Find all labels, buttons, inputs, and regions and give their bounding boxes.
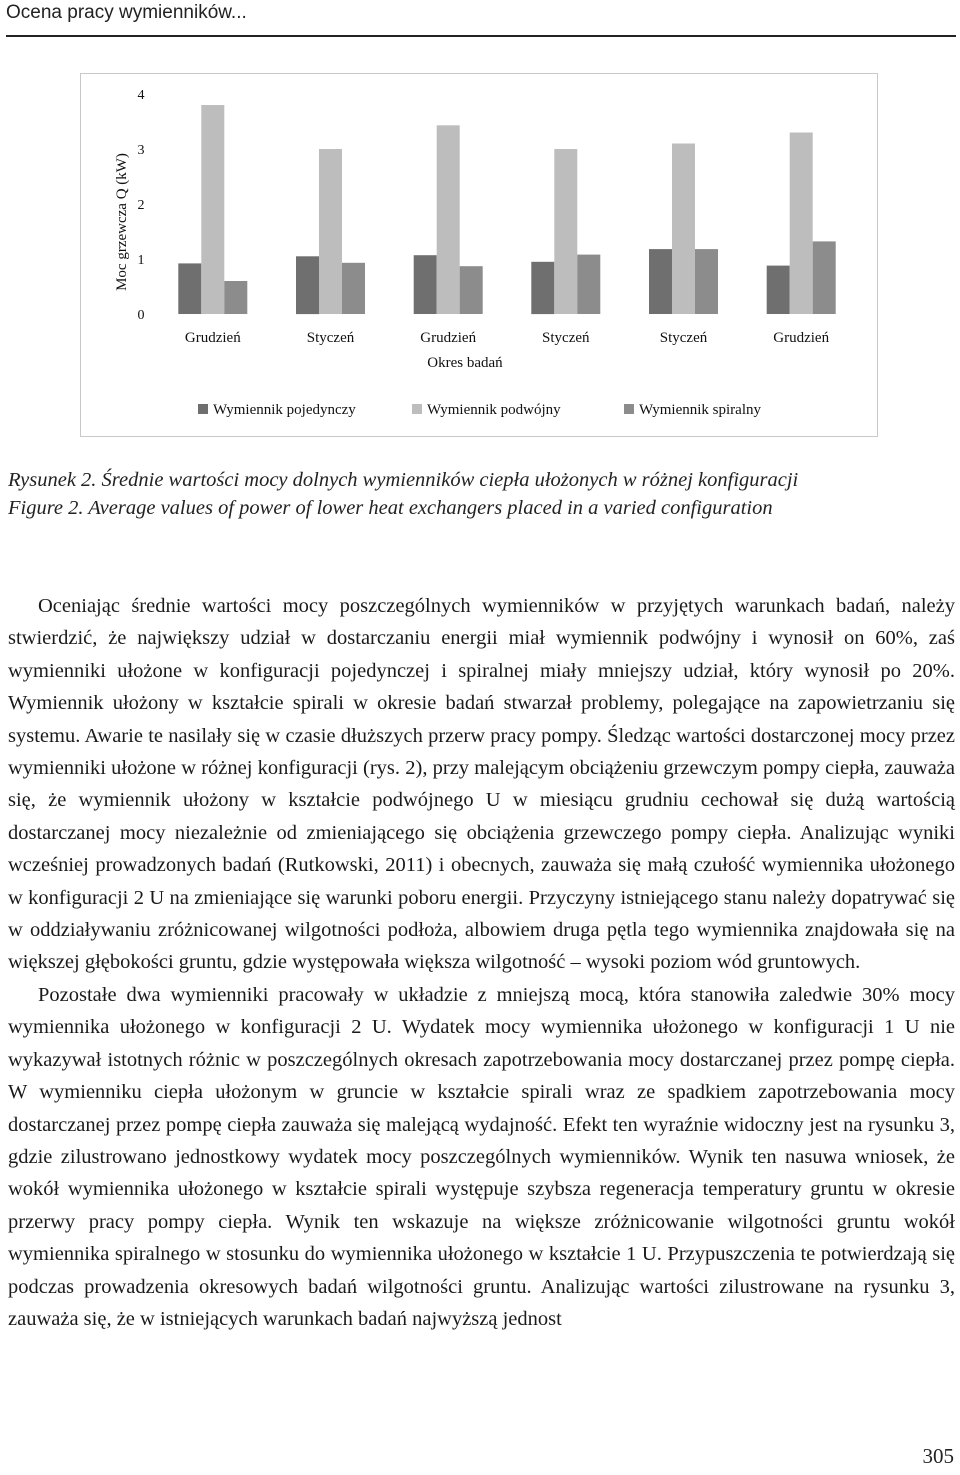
- paragraph: Pozostałe dwa wymienniki pracowały w układzie z mniejszą mocą, która stanowiła zaledwie 30% mocy wymiennika ułożonego w konfiguracji 2 U. Wydatek mocy wymiennika ułożonego w konfiguracji 1 U nie wykazywał istotnych różnic w poszczególnych okresach zapotrzebowania mocy dostarczanej przez pompę ciepła. W wymienniku ciepła ułożonym w gruncie w kształcie spirali wraz ze spadkiem zapotrzebowania mocy dostarczanej przez pompę ciepła zauważa się malejącą wydajność. Efekt ten wyraźnie widoczny jest na rysunku 3, gdzie zilustrowano jednostkowy wydatek mocy poszczególnych wymienników. Wynik ten nasuwa wniosek, że wokół wymiennika ułożonego w kształcie spirali występuje szybsza regeneracja temperatury gruntu w okresie przerwy pracy pompy ciepła. Wynik ten wskazuje na większe zróżnicowanie wilgotności gruntu wokół wymiennika spiralnego w stosunku do wymiennika ułożonego w kształcie 1 U. Przypuszczenia te potwierdzają się podczas prowadzenia okresowych badań wilgotności gruntu. Analizując wartości zilustrowane na rysunku 3, zauważa się, że w istniejących warunkach badań najwyższą jednost: [8, 983, 955, 1330]
- x-tick-label: Grudzień: [420, 330, 477, 346]
- running-header: Ocena pracy wymienników...: [6, 2, 247, 23]
- y-tick-label: 3: [137, 143, 145, 158]
- y-tick-label: 2: [137, 198, 145, 213]
- bar: [319, 149, 342, 314]
- figure-chart: [80, 73, 878, 437]
- legend-label: Wymiennik spiralny: [639, 402, 761, 418]
- bar: [342, 263, 365, 314]
- bar: [813, 241, 836, 314]
- bar: [649, 249, 672, 314]
- y-tick-label: 1: [137, 253, 145, 268]
- bar: [554, 149, 577, 314]
- bar: [695, 249, 718, 314]
- legend-swatch: [412, 404, 422, 414]
- body-text: [8, 590, 955, 1335]
- legend-swatch: [198, 404, 208, 414]
- x-tick-label: Grudzień: [773, 330, 830, 346]
- x-axis-label: Okres badań: [427, 355, 503, 371]
- bar: [672, 144, 695, 315]
- figure-caption: [8, 466, 954, 522]
- legend-swatch: [624, 404, 634, 414]
- caption-english: Figure 2. Average values of power of lower heat exchangers placed in a varied configuration: [8, 497, 773, 519]
- bar: [437, 125, 460, 314]
- y-tick-label: 0: [137, 308, 145, 323]
- bar: [414, 255, 437, 314]
- caption-polish: Rysunek 2. Średnie wartości mocy dolnych wymienników ciepła ułożonych w różnej konfiguracji: [8, 469, 799, 491]
- header-rule: [6, 35, 956, 37]
- bar-chart: [81, 74, 877, 436]
- bar: [531, 262, 554, 314]
- legend-label: Wymiennik podwójny: [427, 402, 561, 418]
- y-axis-label: Moc grzewcza Q (kW): [114, 153, 130, 291]
- bar: [178, 263, 201, 314]
- bar: [296, 256, 319, 314]
- x-tick-label: Styczeń: [306, 330, 355, 346]
- legend-label: Wymiennik pojedynczy: [213, 402, 356, 418]
- bar: [790, 133, 813, 315]
- x-tick-label: Styczeń: [542, 330, 590, 346]
- x-tick-label: Grudzień: [184, 330, 241, 346]
- bar: [201, 105, 224, 314]
- page-number: 305: [922, 1444, 954, 1468]
- y-tick-label: 4: [137, 88, 145, 103]
- bar: [767, 266, 790, 314]
- paragraph: Oceniając średnie wartości mocy poszczególnych wymienników w przyjętych warunkach badań, należy stwierdzić, że największy udział w dostarczaniu energii miał wymiennik podwójny i wynosił on 60%, zaś wymienniki ułożone w konfiguracji pojedynczej i spiralnej miały mniejszy udział, który wynosił po 20%. Wymiennik ułożony w kształcie spirali w okresie badań stwarzał problemy, polegające na zapowietrzaniu się systemu. Awarie te nasilały się w czasie dłuższych przerw pracy pompy. Śledząc wartości dostarczonej mocy przez wymienniki ułożone w różnej konfiguracji (rys. 2), przy malejącym obciążeniu grzewczym pompy ciepła, zauważa się, że wymiennik ułożony w kształcie podwójnego U w miesiącu grudniu cechował się dużą wartością dostarczanej mocy niezależnie od zmieniającego się obciążenia grzewczego pompy ciepła. Analizując wyniki wcześniej prowadzonych badań (Rutkowski, 2011) i obecnych, zauważa się małą czułość wymiennika ułożonego w konfiguracji 2 U na zmieniające się warunki poboru energii. Przyczyny istniejącego stanu należy dopatrywać się w oddziaływaniu zróżnicowanej wilgotności podłoża, albowiem druga pętla tego wymiennika znajdowała się na większej głębokości gruntu, gdzie występowała większa wilgotność – wysoki poziom wód gruntowych.: [8, 595, 955, 974]
- x-tick-label: Styczeń: [659, 330, 708, 346]
- bar: [460, 266, 483, 314]
- bar: [224, 281, 247, 314]
- bar: [577, 255, 600, 314]
